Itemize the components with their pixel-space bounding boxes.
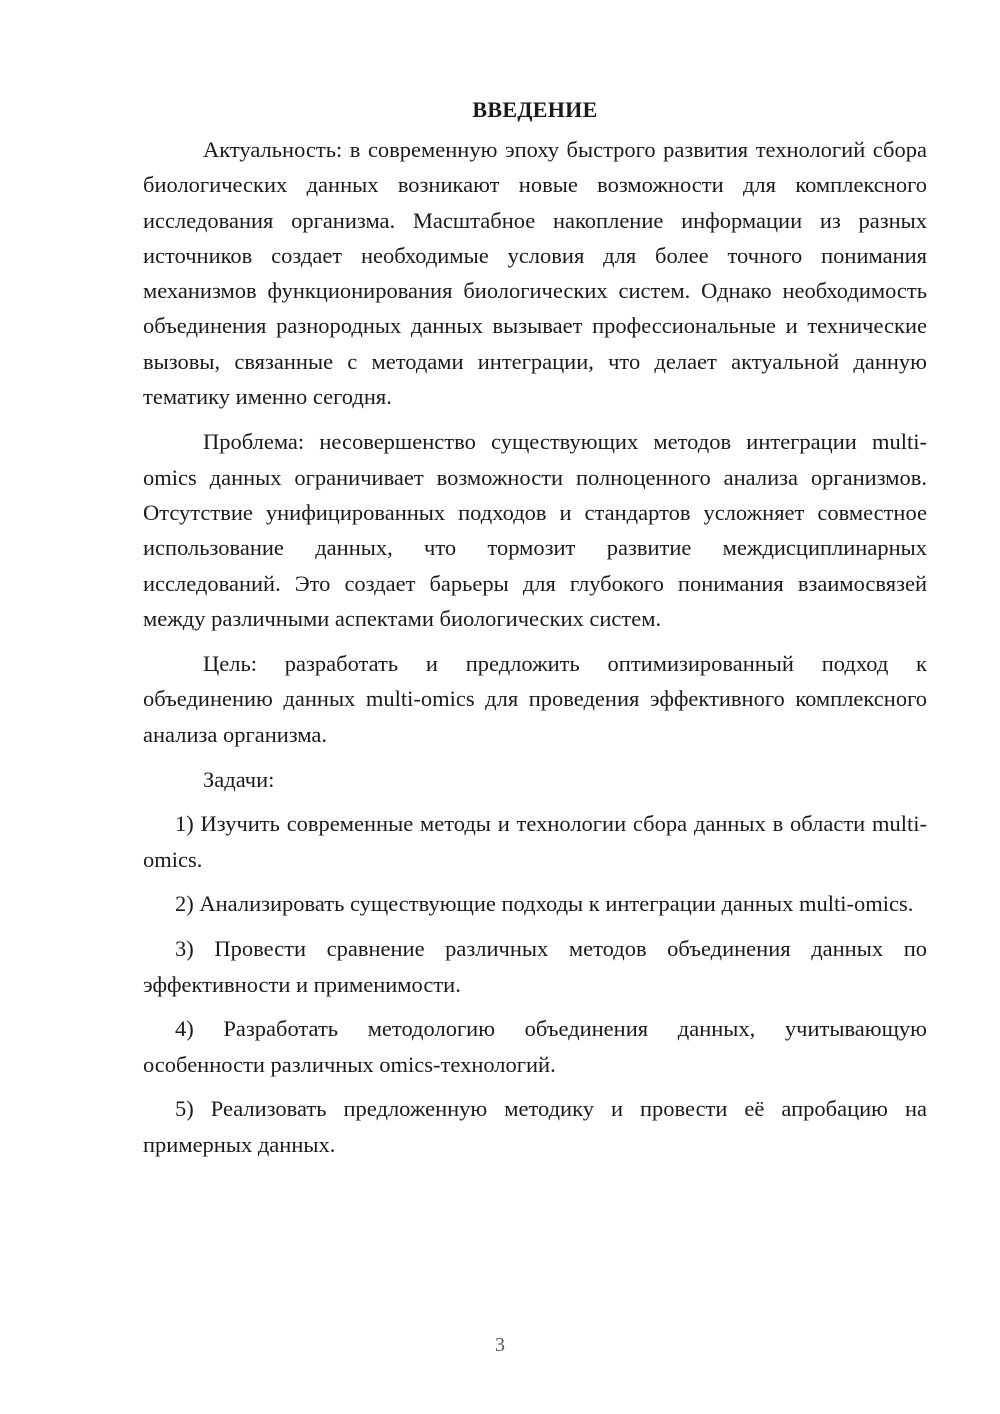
page-number: 3 bbox=[495, 1334, 505, 1356]
list-item: 5) Реализовать предложенную методику и провести её апробацию на примерных данных. bbox=[143, 1096, 927, 1157]
tasks-list bbox=[143, 806, 927, 1162]
list-item: 3) Провести сравнение различных методов объединения данных по эффективности и применимости. bbox=[143, 936, 927, 997]
goal-paragraph: Цель: разработать и предложить оптимизированный подход к объединению данных multi-omics для проведения эффективного комплексного анализа организма. bbox=[143, 651, 927, 747]
list-item: 4) Разработать методологию объединения данных, учитывающую особенности различных omics-технологий. bbox=[143, 1016, 927, 1077]
relevance-paragraph: Актуальность: в современную эпоху быстрого развития технологий сбора биологических данных возникают новые возможности для комплексного исследования организма. Масштабное накопление информации из разных источников создает необходимые условия для более точного понимания механизмов функционирования биологических систем. Однако необходимость объединения разнородных данных вызывает профессиональные и технические вызовы, связанные с методами интеграции, что делает актуальной данную тематику именно сегодня. bbox=[143, 137, 927, 410]
list-item: 2) Анализировать существующие подходы к интеграции данных multi-omics. bbox=[175, 891, 914, 917]
problem-paragraph: Проблема: несовершенство существующих методов интеграции multi-omics данных ограничивает возможности полноценного анализа организмов. Отсутствие унифицированных подходов и стандартов усложняет совместное использование данных, что тормозит развитие междисциплинарных исследований. Это создает барьеры для глубокого понимания взаимосвязей между различными аспектами биологических систем. bbox=[143, 429, 927, 631]
list-item: 1) Изучить современные методы и технологии сбора данных в области multi-omics. bbox=[143, 811, 927, 872]
document-page bbox=[143, 92, 927, 1162]
page-title: ВВЕДЕНИЕ bbox=[472, 97, 598, 122]
tasks-label: Задачи: bbox=[203, 766, 275, 792]
